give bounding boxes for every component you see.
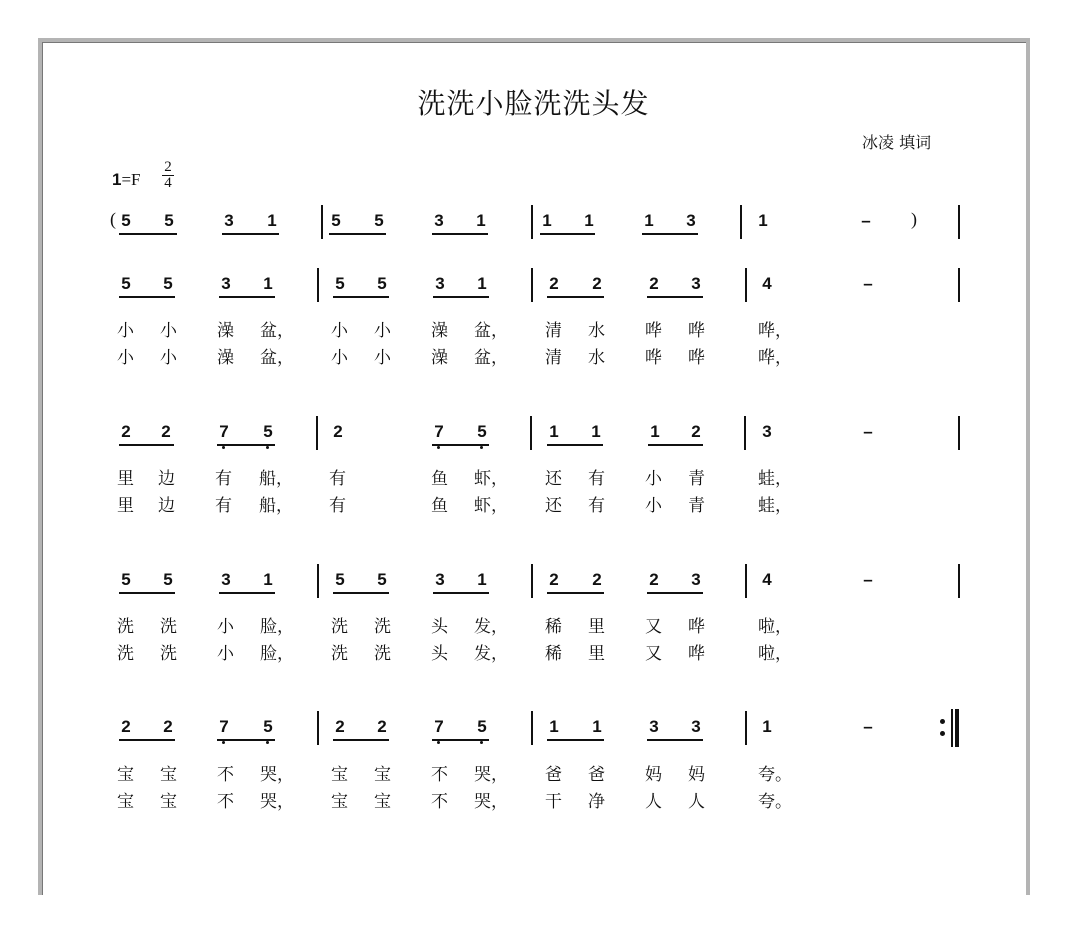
barline bbox=[530, 416, 532, 450]
note: 5 bbox=[121, 570, 131, 589]
beam bbox=[119, 233, 177, 235]
lyric: 宝 bbox=[374, 765, 391, 785]
note: 3 bbox=[435, 274, 445, 293]
lyric: 又 bbox=[645, 617, 662, 637]
lyric: 洗 bbox=[160, 617, 177, 637]
barline bbox=[531, 711, 533, 745]
key-value: =F bbox=[121, 170, 141, 189]
lyric: 澡 bbox=[217, 321, 234, 341]
beam bbox=[433, 592, 489, 594]
beam bbox=[547, 592, 604, 594]
note: 2 bbox=[163, 717, 173, 736]
note: 3 bbox=[686, 211, 696, 230]
lyric: 发， bbox=[474, 617, 508, 637]
note: 2 bbox=[333, 422, 343, 441]
lyric: 宝 bbox=[374, 792, 391, 812]
lyric: 发， bbox=[474, 644, 508, 664]
note: 5 bbox=[335, 274, 345, 293]
beam bbox=[119, 739, 175, 741]
barline bbox=[531, 564, 533, 598]
lyric: 爸 bbox=[545, 765, 562, 785]
lyric: 边 bbox=[158, 469, 175, 489]
time-numerator: 2 bbox=[162, 160, 174, 176]
note: 1 bbox=[477, 274, 487, 293]
beam bbox=[547, 739, 604, 741]
lyric: 小 bbox=[374, 348, 391, 368]
lyric: 宝 bbox=[331, 792, 348, 812]
lyric: 青 bbox=[688, 469, 705, 489]
lyric: 哗 bbox=[688, 617, 705, 637]
note: 5 bbox=[164, 211, 174, 230]
note: 2 bbox=[161, 422, 171, 441]
note-low-octave: 7 bbox=[217, 422, 231, 442]
lyric: 稀 bbox=[545, 644, 562, 664]
note-low-octave: 7 bbox=[432, 717, 446, 737]
beam bbox=[647, 739, 703, 741]
note: 1 bbox=[477, 570, 487, 589]
note: 5 bbox=[331, 211, 341, 230]
note: 5 bbox=[163, 274, 173, 293]
lyric: 不 bbox=[217, 765, 234, 785]
lyric: 清 bbox=[545, 348, 562, 368]
lyric: 净 bbox=[588, 792, 605, 812]
note: 5 bbox=[121, 211, 131, 230]
lyric: 小 bbox=[117, 321, 134, 341]
beam bbox=[642, 233, 698, 235]
beam bbox=[119, 592, 175, 594]
note: 1 bbox=[476, 211, 486, 230]
barline bbox=[317, 564, 319, 598]
key-tonic: 1 bbox=[112, 170, 122, 189]
lyric: 有 bbox=[215, 496, 232, 516]
time-signature bbox=[162, 160, 174, 191]
dash: – bbox=[863, 274, 873, 293]
lyric: 哭， bbox=[474, 765, 508, 785]
note: 3 bbox=[435, 570, 445, 589]
barline bbox=[316, 416, 318, 450]
lyric: 啦， bbox=[758, 644, 792, 664]
lyric: 虾， bbox=[474, 496, 508, 516]
beam bbox=[119, 296, 175, 298]
note: 1 bbox=[650, 422, 660, 441]
lyric: 清 bbox=[545, 321, 562, 341]
lyric: 宝 bbox=[160, 765, 177, 785]
note: 3 bbox=[762, 422, 772, 441]
key-signature bbox=[112, 170, 141, 190]
lyric: 洗 bbox=[331, 644, 348, 664]
lyric: 妈 bbox=[645, 765, 662, 785]
lyric: 小 bbox=[645, 469, 662, 489]
barline bbox=[744, 416, 746, 450]
dash: – bbox=[863, 717, 873, 736]
beam bbox=[540, 233, 595, 235]
lyric: 人 bbox=[645, 792, 662, 812]
lyric: 不 bbox=[217, 792, 234, 812]
beam bbox=[547, 444, 603, 446]
lyric: 头 bbox=[431, 644, 448, 664]
note: 1 bbox=[762, 717, 772, 736]
note: 2 bbox=[549, 274, 559, 293]
lyric: 妈 bbox=[688, 765, 705, 785]
note: 1 bbox=[592, 717, 602, 736]
note: 2 bbox=[121, 717, 131, 736]
time-denominator: 4 bbox=[164, 175, 172, 191]
lyric: 鱼 bbox=[431, 496, 448, 516]
lyric: 还 bbox=[545, 469, 562, 489]
barline bbox=[531, 205, 533, 239]
note: 4 bbox=[762, 274, 772, 293]
note: 2 bbox=[121, 422, 131, 441]
beam bbox=[547, 296, 604, 298]
lyric: 宝 bbox=[117, 765, 134, 785]
lyric: 船， bbox=[259, 496, 293, 516]
barline bbox=[531, 268, 533, 302]
beam bbox=[432, 233, 488, 235]
note: 5 bbox=[374, 211, 384, 230]
lyric: 蛙， bbox=[758, 496, 792, 516]
note: 2 bbox=[649, 570, 659, 589]
note: 5 bbox=[377, 570, 387, 589]
note: 1 bbox=[542, 211, 552, 230]
beam bbox=[217, 739, 275, 741]
lyric: 鱼 bbox=[431, 469, 448, 489]
repeat-dot-icon bbox=[940, 731, 945, 736]
lyric: 哗 bbox=[688, 348, 705, 368]
lyric: 洗 bbox=[160, 644, 177, 664]
lyric: 干 bbox=[545, 792, 562, 812]
beam bbox=[222, 233, 279, 235]
note: 2 bbox=[649, 274, 659, 293]
lyric: 有 bbox=[329, 469, 346, 489]
lyric: 宝 bbox=[331, 765, 348, 785]
note: 1 bbox=[263, 570, 273, 589]
beam bbox=[119, 444, 174, 446]
lyric: 洗 bbox=[331, 617, 348, 637]
lyric: 又 bbox=[645, 644, 662, 664]
beam bbox=[648, 444, 703, 446]
note-low-octave: 5 bbox=[261, 422, 275, 442]
note: 5 bbox=[335, 570, 345, 589]
beam bbox=[647, 592, 703, 594]
note: 2 bbox=[592, 274, 602, 293]
note: 1 bbox=[549, 422, 559, 441]
note: 1 bbox=[584, 211, 594, 230]
lyric: 哗 bbox=[645, 348, 662, 368]
beam bbox=[333, 592, 389, 594]
lyric: 脸， bbox=[260, 644, 294, 664]
dash: – bbox=[861, 211, 871, 230]
lyric: 洗 bbox=[374, 617, 391, 637]
note: 5 bbox=[121, 274, 131, 293]
beam bbox=[647, 296, 703, 298]
lyric: 边 bbox=[158, 496, 175, 516]
lyric: 水 bbox=[588, 321, 605, 341]
barline bbox=[317, 711, 319, 745]
lyric: 有 bbox=[588, 469, 605, 489]
note: 5 bbox=[377, 274, 387, 293]
lyric: 小 bbox=[117, 348, 134, 368]
lyric: 洗 bbox=[374, 644, 391, 664]
lyric: 洗 bbox=[117, 617, 134, 637]
lyric: 小 bbox=[160, 321, 177, 341]
repeat-end-barline-icon bbox=[955, 709, 959, 747]
lyric: 哗 bbox=[688, 321, 705, 341]
barline bbox=[745, 268, 747, 302]
lyric: 哗 bbox=[645, 321, 662, 341]
note: 3 bbox=[434, 211, 444, 230]
lyric: 不 bbox=[431, 792, 448, 812]
dash: – bbox=[863, 570, 873, 589]
lyric: 澡 bbox=[217, 348, 234, 368]
note: 3 bbox=[221, 274, 231, 293]
lyric: 小 bbox=[217, 644, 234, 664]
lyric: 水 bbox=[588, 348, 605, 368]
note: 2 bbox=[592, 570, 602, 589]
beam bbox=[433, 296, 489, 298]
note: 3 bbox=[691, 570, 701, 589]
page-frame bbox=[38, 38, 1030, 895]
lyric: 哭， bbox=[474, 792, 508, 812]
barline bbox=[958, 205, 960, 239]
note-low-octave: 5 bbox=[475, 422, 489, 442]
lyric: 人 bbox=[688, 792, 705, 812]
lyric: 稀 bbox=[545, 617, 562, 637]
beam bbox=[432, 444, 489, 446]
note: 1 bbox=[758, 211, 768, 230]
lyric: 有 bbox=[215, 469, 232, 489]
lyric: 虾， bbox=[474, 469, 508, 489]
lyric: 不 bbox=[431, 765, 448, 785]
lyric: 夸。 bbox=[758, 765, 792, 785]
beam bbox=[432, 739, 489, 741]
note: 2 bbox=[691, 422, 701, 441]
barline bbox=[951, 709, 953, 747]
beam bbox=[333, 296, 389, 298]
barline bbox=[958, 268, 960, 302]
note: 1 bbox=[591, 422, 601, 441]
lyric: 里 bbox=[588, 617, 605, 637]
dash: – bbox=[863, 422, 873, 441]
note-low-octave: 5 bbox=[475, 717, 489, 737]
note-low-octave: 5 bbox=[261, 717, 275, 737]
lyric: 里 bbox=[117, 469, 134, 489]
beam bbox=[217, 444, 275, 446]
lyric: 哗， bbox=[758, 321, 792, 341]
barline bbox=[745, 711, 747, 745]
beam bbox=[329, 233, 386, 235]
beam bbox=[219, 296, 275, 298]
lyric: 啦， bbox=[758, 617, 792, 637]
song-title: 洗洗小脸洗洗头发 bbox=[417, 87, 650, 120]
note: 3 bbox=[224, 211, 234, 230]
barline bbox=[740, 205, 742, 239]
note: 2 bbox=[549, 570, 559, 589]
lyric: 哭， bbox=[260, 765, 294, 785]
note: 2 bbox=[377, 717, 387, 736]
repeat-dot-icon bbox=[940, 719, 945, 724]
lyric: 小 bbox=[217, 617, 234, 637]
lyric: 小 bbox=[160, 348, 177, 368]
lyric: 还 bbox=[545, 496, 562, 516]
barline bbox=[321, 205, 323, 239]
note: 3 bbox=[691, 274, 701, 293]
barline bbox=[958, 564, 960, 598]
note: 5 bbox=[163, 570, 173, 589]
note: 3 bbox=[691, 717, 701, 736]
intro-open-paren: ( bbox=[110, 209, 116, 229]
lyric: 盆， bbox=[474, 321, 508, 341]
lyric: 青 bbox=[688, 496, 705, 516]
lyric: 有 bbox=[329, 496, 346, 516]
intro-close-paren: ) bbox=[911, 209, 917, 229]
lyric: 澡 bbox=[431, 348, 448, 368]
barline bbox=[745, 564, 747, 598]
lyric: 洗 bbox=[117, 644, 134, 664]
lyric: 有 bbox=[588, 496, 605, 516]
lyric: 宝 bbox=[160, 792, 177, 812]
lyric: 小 bbox=[331, 348, 348, 368]
lyric: 里 bbox=[588, 644, 605, 664]
note: 1 bbox=[267, 211, 277, 230]
lyric: 小 bbox=[331, 321, 348, 341]
lyric: 蛙， bbox=[758, 469, 792, 489]
note: 3 bbox=[649, 717, 659, 736]
barline bbox=[958, 416, 960, 450]
lyric: 哭， bbox=[260, 792, 294, 812]
lyric: 脸， bbox=[260, 617, 294, 637]
lyric: 夸。 bbox=[758, 792, 792, 812]
lyric: 爸 bbox=[588, 765, 605, 785]
lyric: 里 bbox=[117, 496, 134, 516]
note-low-octave: 7 bbox=[217, 717, 231, 737]
note: 1 bbox=[263, 274, 273, 293]
note: 4 bbox=[762, 570, 772, 589]
lyric: 盆， bbox=[260, 321, 294, 341]
lyric: 哗 bbox=[688, 644, 705, 664]
lyric: 澡 bbox=[431, 321, 448, 341]
lyric: 盆， bbox=[474, 348, 508, 368]
lyric: 船， bbox=[259, 469, 293, 489]
lyric: 小 bbox=[645, 496, 662, 516]
lyric: 宝 bbox=[117, 792, 134, 812]
note: 2 bbox=[335, 717, 345, 736]
note-low-octave: 7 bbox=[432, 422, 446, 442]
beam bbox=[333, 739, 389, 741]
lyric: 盆， bbox=[260, 348, 294, 368]
note: 3 bbox=[221, 570, 231, 589]
beam bbox=[219, 592, 275, 594]
lyricist-credit: 冰凌 填词 bbox=[862, 133, 932, 152]
note: 1 bbox=[644, 211, 654, 230]
note: 1 bbox=[549, 717, 559, 736]
lyric: 哗， bbox=[758, 348, 792, 368]
lyric: 头 bbox=[431, 617, 448, 637]
barline bbox=[317, 268, 319, 302]
lyric: 小 bbox=[374, 321, 391, 341]
